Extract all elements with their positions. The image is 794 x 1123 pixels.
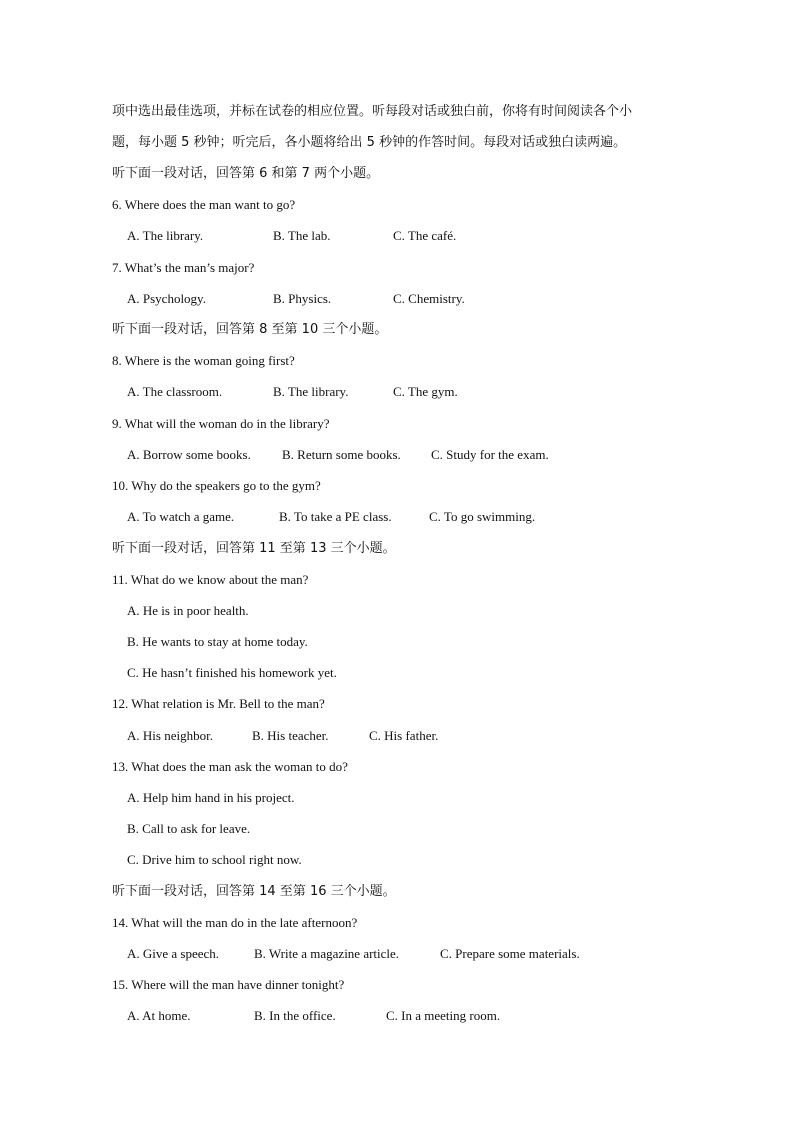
- option-c: C. Drive him to school right now.: [127, 852, 302, 867]
- option-a: A. The classroom.: [127, 384, 223, 399]
- intro-line-1: 项中选出最佳选项，并标在试卷的相应位置。听每段对话或独白前，你将有时间阅读各个小: [112, 104, 633, 119]
- question-10: 10. Why do the speakers go to the gym?: [112, 478, 321, 493]
- option-c: C. The café.: [393, 228, 457, 243]
- option-c: C. Prepare some materials.: [440, 946, 580, 961]
- option-b: B. His teacher.: [252, 728, 329, 743]
- option-c: C. His father.: [369, 728, 439, 743]
- section-heading: 听下面一段对话，回答第 8 至第 10 三个小题。: [112, 322, 388, 337]
- option-b: B. Write a magazine article.: [254, 946, 400, 961]
- option-b: B. To take a PE class.: [279, 509, 392, 524]
- option-b: B. Physics.: [273, 291, 332, 306]
- question-15: 15. Where will the man have dinner tonight?: [112, 977, 345, 992]
- option-b: B. Return some books.: [282, 447, 401, 462]
- option-c: C. Study for the exam.: [431, 447, 549, 462]
- question-7: 7. What’s the man’s major?: [112, 260, 255, 275]
- option-b: B. He wants to stay at home today.: [127, 634, 308, 649]
- section-heading: 听下面一段对话，回答第 14 至第 16 三个小题。: [112, 884, 396, 899]
- option-a: A. His neighbor.: [127, 728, 213, 743]
- option-c: C. Chemistry.: [393, 291, 465, 306]
- intro-line-2: 题，每小题 5 秒钟；听完后，各小题将给出 5 秒钟的作答时间。每段对话或独白读两遍。: [112, 135, 627, 150]
- option-a: A. To watch a game.: [127, 509, 235, 524]
- question-9: 9. What will the woman do in the library?: [112, 416, 330, 431]
- question-11: 11. What do we know about the man?: [112, 572, 309, 587]
- option-a: A. He is in poor health.: [127, 603, 249, 618]
- option-c: C. To go swimming.: [429, 509, 536, 524]
- option-b: B. In the office.: [254, 1008, 336, 1023]
- question-12: 12. What relation is Mr. Bell to the man?: [112, 696, 325, 711]
- question-6: 6. Where does the man want to go?: [112, 197, 296, 212]
- option-a: A. Psychology.: [127, 291, 206, 306]
- question-13: 13. What does the man ask the woman to do?: [112, 759, 348, 774]
- option-a: A. The library.: [127, 228, 204, 243]
- option-a: A. Borrow some books.: [127, 447, 251, 462]
- option-a: A. Help him hand in his project.: [127, 790, 295, 805]
- question-14: 14. What will the man do in the late afternoon?: [112, 915, 358, 930]
- option-a: A. At home.: [127, 1008, 191, 1023]
- option-c: C. He hasn’t finished his homework yet.: [127, 665, 337, 680]
- section-heading: 听下面一段对话，回答第 6 和第 7 两个小题。: [112, 166, 380, 181]
- option-b: B. The library.: [273, 384, 349, 399]
- option-b: B. The lab.: [273, 228, 331, 243]
- option-c: C. In a meeting room.: [386, 1008, 501, 1023]
- section-heading: 听下面一段对话，回答第 11 至第 13 三个小题。: [112, 541, 396, 556]
- option-a: A. Give a speech.: [127, 946, 220, 961]
- question-8: 8. Where is the woman going first?: [112, 353, 295, 368]
- option-b: B. Call to ask for leave.: [127, 821, 251, 836]
- option-c: C. The gym.: [393, 384, 458, 399]
